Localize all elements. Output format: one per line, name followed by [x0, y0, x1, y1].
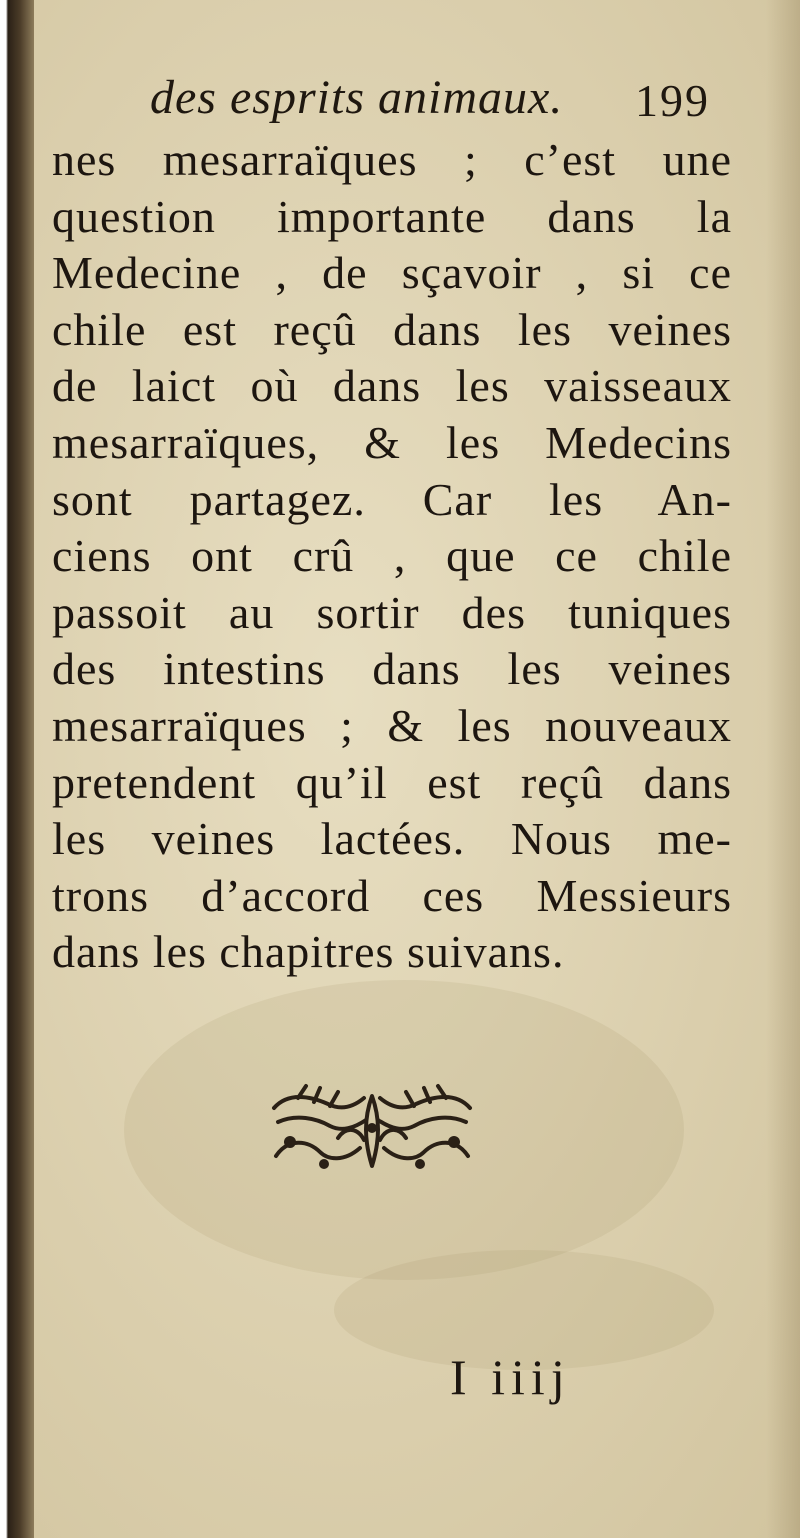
text-line: passoit au sortir des tuniques — [52, 586, 732, 638]
text-line: Medecine , de sçavoir , si ce — [52, 247, 732, 299]
running-head — [150, 70, 710, 140]
text-line: pretendent qu’il est reçû dans — [52, 756, 732, 808]
signature-mark: I iiij — [450, 1349, 571, 1405]
text-line: nes mesarraïques ; c’est une — [52, 134, 732, 185]
text-line: sont partagez. Car les An- — [52, 473, 732, 525]
text-line: dans les chapitres suivans. — [52, 926, 565, 978]
text-line: de laict où dans les vaisseaux — [52, 360, 732, 412]
printers-ornament-icon — [268, 1078, 476, 1174]
text-line: ciens ont crû , que ce chile — [52, 530, 732, 582]
body-text — [52, 132, 732, 981]
text-line: chile est reçû dans les veines — [52, 303, 732, 355]
page-number: 199 — [635, 75, 710, 126]
text-line: trons d’accord ces Messieurs — [52, 869, 732, 921]
text-line: les veines lactées. Nous me- — [52, 813, 732, 865]
text-line: mesarraïques, & les Medecins — [52, 416, 732, 468]
text-line: question importante dans la — [52, 190, 732, 242]
text-line: des intestins dans les veines — [52, 643, 732, 695]
running-title: des esprits animaux. — [150, 71, 564, 124]
text-line: mesarraïques ; & les nouveaux — [52, 699, 732, 751]
